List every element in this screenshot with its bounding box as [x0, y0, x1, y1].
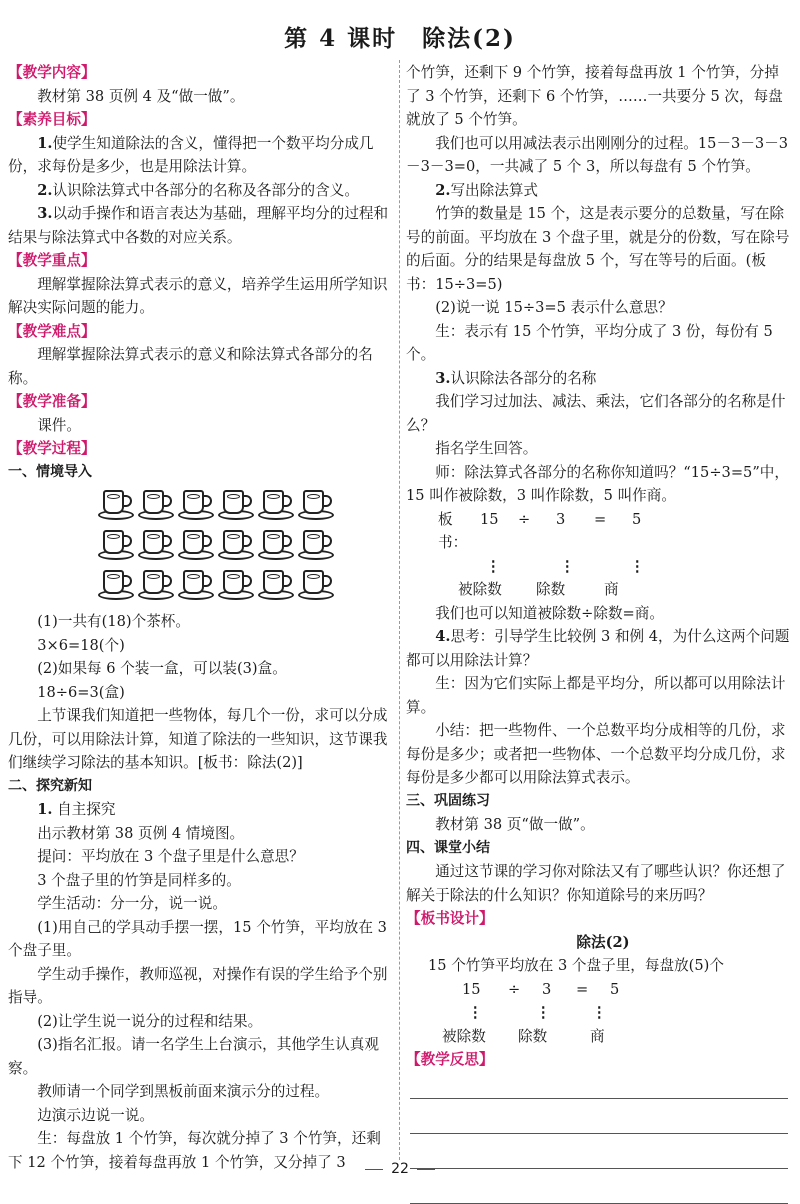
bd-divisor: 3 [542, 980, 552, 998]
say-question: (2)说一说 15÷3=5 表示什么意思？ [435, 299, 673, 316]
heading-content: 【教学内容】 [8, 64, 96, 81]
ask-text: 提问：平均放在 3 个盘子里是什么意思？ [37, 848, 304, 865]
part-3-text: 认识除法各部分的名称 [450, 369, 597, 387]
names-text: 我们学习过加法、减法、乘法，它们各部分的名称是什么？ [406, 393, 786, 434]
left-column [8, 61, 393, 1174]
page-title: 第 4 课时 除法(2) [284, 25, 516, 52]
dots-divisor: ⋮ [560, 557, 575, 575]
goal-3 [8, 202, 393, 249]
part-2-num: 2. [435, 181, 451, 199]
teacup-icon [138, 486, 174, 524]
board-label: 板书： [438, 510, 468, 551]
teacup-icon [298, 526, 334, 564]
divide-sign: ÷ [518, 510, 531, 528]
bd-dots-2: ⋮ [536, 1004, 551, 1021]
part-2-text: 写出除法算式 [450, 181, 539, 199]
activity-text: 学生活动：分一分，说一说。 [37, 895, 227, 912]
activity-1: (1)用自己的学具动手摆一摆，15 个竹笋，平均放在 3 个盘子里。 [8, 918, 387, 959]
bd-dividend: 15 [462, 980, 481, 998]
teacup-icon [178, 486, 214, 524]
question-1: (1)一共有(18)个茶杯。 [37, 613, 190, 630]
teacup-illustration [98, 486, 393, 606]
label-quotient: 商 [604, 581, 619, 598]
relation-text: 我们也可以知道被除数÷除数=商。 [435, 604, 664, 622]
heading-board-design: 【板书设计】 [406, 910, 494, 927]
quotient-number: 5 [632, 510, 642, 528]
board-design-line: 15 个竹笋平均放在 3 个盘子里，每盘放(5)个 [428, 957, 724, 974]
intro-text: 上节课我们知道把一些物体，每几个一份，求可以分成几份，可以用除法计算，知道了除法的一些知识，这节课我们继续学习除法的基本知识。[板书：除法(2)] [8, 707, 388, 771]
section-2-title: 二、探究新知 [8, 777, 92, 794]
dividend-number: 15 [480, 510, 499, 528]
goal-3-num: 3. [37, 205, 53, 222]
names-text-2: 指名学生回答。 [435, 440, 538, 457]
teacup-icon [98, 566, 134, 604]
goal-3-text: 以动手操作和语言表达为基础，理解平均分的过程和结果与除法算式中各数的对应关系。 [8, 205, 389, 246]
part-4 [406, 625, 792, 672]
label-divisor: 除数 [536, 581, 566, 598]
teacher-text: 师：除法算式各部分的名称你知道吗？“15÷3=5”中，15 叫作被除数，3 叫作除数，5 叫作商。 [406, 463, 789, 504]
part-4-text: 思考：引导学生比较例 3 和例 4，为什么这两个问题都可以用除法计算？ [406, 628, 790, 669]
teacup-icon [218, 486, 254, 524]
dots-quotient: ⋮ [630, 557, 645, 575]
board-design-labels [406, 1025, 792, 1049]
board-labels [406, 578, 792, 602]
teacup-icon [258, 486, 294, 524]
part-1-text: 自主探究 [52, 801, 116, 818]
teacup-icon [178, 566, 214, 604]
closing-text: 通过这节课的学习你对除法又有了哪些认识？你还想了解关于除法的什么知识？你知道除号的来历吗？ [406, 863, 786, 904]
bd-quotient: 5 [610, 980, 620, 998]
goal-2-num: 2. [37, 181, 53, 199]
answer-text: 3 个盘子里的竹笋是同样多的。 [37, 871, 241, 889]
activity-3: (3)指名汇报。请一名学生上台演示，其他学生认真观察。 [8, 1036, 379, 1077]
write-text: 竹笋的数量是 15 个，这是表示要分的总数量，写在除号的前面。平均放在 3 个盘子里，就是分的份数，写在除号的后面。分的结果是每盘放 5 个，写在等号的后面。(板书：15÷3=5) [406, 205, 790, 293]
page-number-text: 22 [391, 1161, 409, 1177]
section-1-title: 一、情境导入 [8, 463, 92, 480]
equation-2: 18÷6=3(盒) [37, 683, 125, 701]
teacup-icon [258, 566, 294, 604]
bd-label-dividend: 被除数 [442, 1027, 486, 1045]
activity-1b: 学生动手操作，教师巡视，对操作有误的学生给予个别指导。 [8, 965, 388, 1006]
page-number [0, 1161, 800, 1177]
part-3 [406, 367, 792, 391]
teacup-icon [138, 526, 174, 564]
question-2: (2)如果每 6 个装一盒，可以装(3)盒。 [37, 660, 287, 677]
equation-1: 3×6=18(个) [37, 636, 125, 654]
goal-1 [8, 132, 393, 179]
reflection-line [410, 1203, 788, 1204]
section-3-title: 三、巩固练习 [406, 792, 490, 809]
right-column [406, 61, 792, 1204]
goal-1-text: 使学生知道除法的含义，懂得把一个数平均分成几份，求每份是多少，也是用除法计算。 [8, 134, 374, 175]
part-4-answer: 生：因为它们实际上都是平均分，所以都可以用除法计算。 [406, 675, 786, 716]
teacup-icon [178, 526, 214, 564]
student-says: 生：每盘放 1 个竹笋，每次就分掉了 3 个竹笋，还剩下 12 个竹笋，接着每盘再放 1 个竹笋，又分掉了 3 [8, 1130, 381, 1171]
divisor-number: 3 [556, 510, 566, 528]
continued-text: 个竹笋，还剩下 9 个竹笋，接着每盘再放 1 个竹笋，分掉了 3 个竹笋，还剩下 6 个竹笋，……一共要分 5 次，每盘就放了 5 个竹笋。 [406, 64, 783, 128]
bd-label-quotient: 商 [590, 1027, 605, 1045]
show-text: 出示教材第 38 页例 4 情境图。 [37, 824, 245, 842]
teacup-icon [98, 526, 134, 564]
column-divider [399, 60, 400, 1160]
heading-process: 【教学过程】 [8, 440, 96, 457]
part-4-num: 4. [435, 628, 451, 645]
bd-equals: = [576, 980, 589, 998]
content-text: 教材第 38 页例 4 及“做一做”。 [37, 87, 245, 105]
teacup-icon [258, 526, 294, 564]
board-design-equation [406, 978, 792, 1002]
board-design-dots [406, 1001, 792, 1025]
practice-text: 教材第 38 页“做一做”。 [435, 816, 595, 833]
section-4-title: 四、课堂小结 [406, 839, 490, 856]
demo-text: 教师请一个同学到黑板前面来演示分的过程。 [37, 1083, 330, 1100]
activity-2: (2)让学生说一说分的过程和结果。 [37, 1012, 263, 1030]
difficulty-text: 理解掌握除法算式表示的意义和除法算式各部分的名称。 [8, 346, 373, 387]
teacup-icon [298, 566, 334, 604]
bd-dots-1: ⋮ [468, 1004, 483, 1021]
prep-text: 课件。 [37, 416, 81, 434]
goal-2-text: 认识除法算式中各部分的名称及各部分的含义。 [52, 181, 359, 199]
summary-text: 小结：把一些物件、一个总数平均分成相等的几份，求每份是多少；或者把一些物体、一个总数平均分成几份，求每份是多少都可以用除法算式表示。 [406, 722, 786, 786]
bd-label-divisor: 除数 [518, 1027, 548, 1045]
goal-1-num: 1. [37, 134, 53, 152]
bd-dots-3: ⋮ [592, 1004, 607, 1021]
goal-2 [8, 179, 393, 203]
part-1 [8, 798, 393, 822]
board-dots [406, 555, 792, 579]
part-2 [406, 179, 792, 203]
board-design-title: 除法(2) [576, 933, 630, 951]
heading-difficulty: 【教学难点】 [8, 322, 96, 340]
teacup-icon [218, 526, 254, 564]
equals-sign: = [594, 510, 607, 528]
subtraction-text: 我们也可以用减法表示出刚刚分的过程。15－3－3－3－3－3=0，一共减了 5 个 3，所以每盘有 5 个竹笋。 [406, 134, 789, 175]
demo-text-2: 边演示边说一说。 [37, 1106, 154, 1124]
heading-goals: 【素养目标】 [8, 111, 96, 128]
part-3-num: 3. [435, 369, 451, 387]
teacup-icon [218, 566, 254, 604]
label-dividend: 被除数 [458, 581, 502, 598]
heading-key: 【教学重点】 [8, 252, 96, 269]
part-1-num: 1. [37, 801, 53, 818]
bd-divide-sign: ÷ [508, 980, 521, 998]
say-answer: 生：表示有 15 个竹笋，平均分成了 3 份，每份有 5 个。 [406, 322, 773, 363]
teacup-icon [98, 486, 134, 524]
dots-dividend: ⋮ [486, 557, 501, 575]
teacup-icon [298, 486, 334, 524]
teacup-icon [138, 566, 174, 604]
key-text: 理解掌握除法算式表示的意义，培养学生运用所学知识解决实际问题的能力。 [8, 275, 388, 316]
heading-prep: 【教学准备】 [8, 393, 96, 410]
heading-reflection: 【教学反思】 [406, 1051, 494, 1068]
board-equation [406, 508, 792, 555]
